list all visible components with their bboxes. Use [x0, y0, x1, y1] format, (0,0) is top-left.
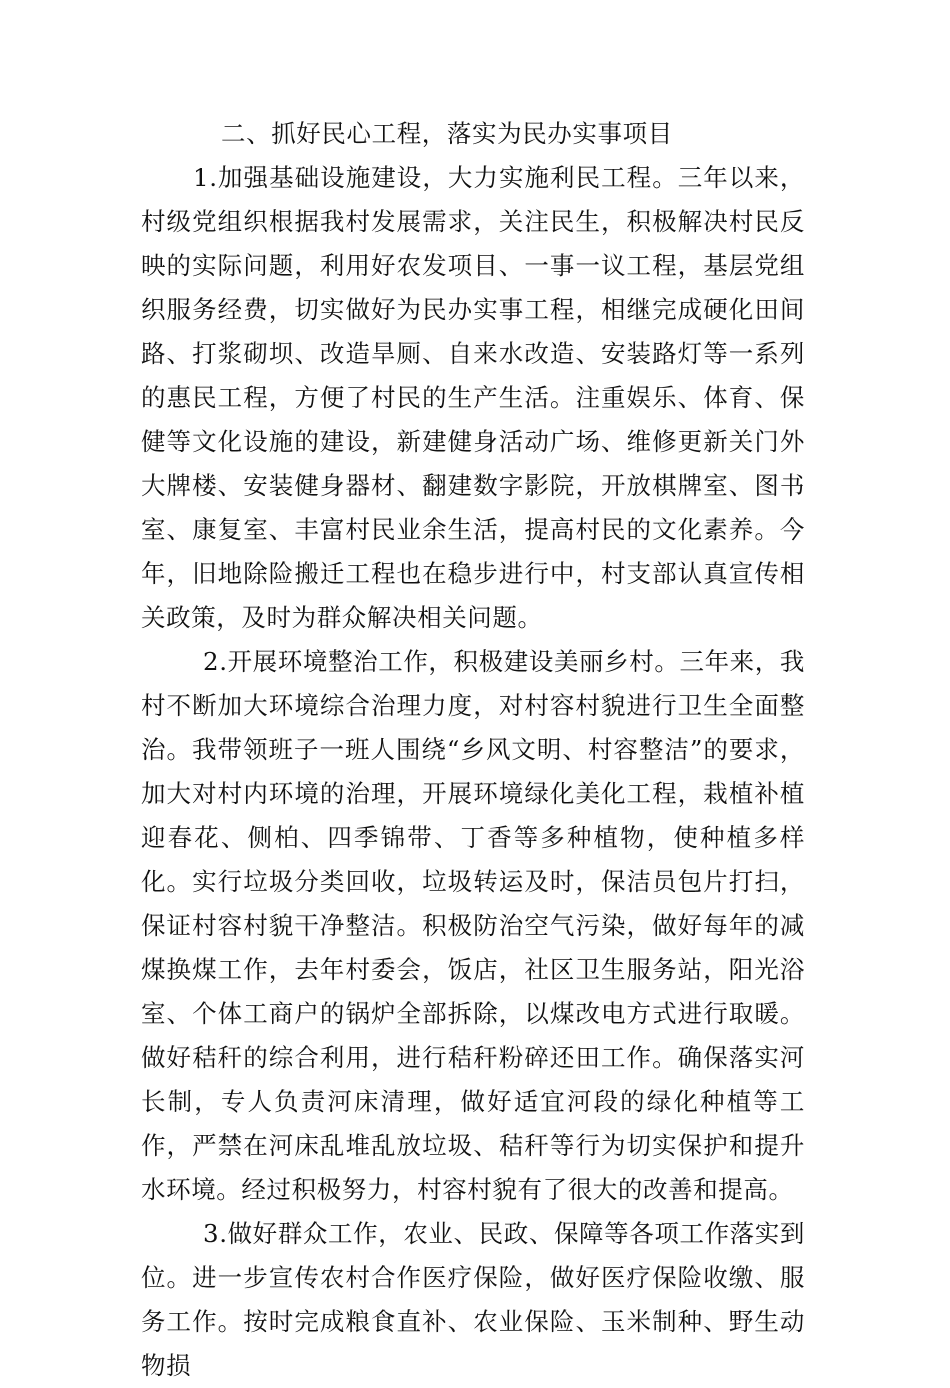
- section-heading: 二、抓好民心工程，落实为民办实事项目: [221, 119, 673, 148]
- paragraph-infrastructure: 1.加强基础设施建设，大力实施利民工程。三年以来，村级党组织根据我村发展需求，关注民生，积极解决村民反映的实际问题，利用好农发项目、一事一议工程，基层党组织服务经费，切实做好为民办实事工程，相继完成硬化田间路、打浆砌坝、改造旱厕、自来水改造、安装路灯等一系列的惠民工程，方便了村民的生产生活。注重娱乐、体育、保健等文化设施的建设，新建健身活动广场、维修更新关门外大牌楼、安装健身器材、翻建数字影院，开放棋牌室、图书室、康复室、丰富村民业余生活，提高村民的文化素养。今年，旧地除险搬迁工程也在稳步进行中，村支部认真宣传相关政策，及时为群众解决相关问题。: [141, 163, 805, 632]
- paragraph-public-work: 3.做好群众工作，农业、民政、保障等各项工作落实到位。进一步宣传农村合作医疗保险，做好医疗保险收缴、服务工作。按时完成粮食直补、农业保险、玉米制种、野生动物损: [141, 1219, 805, 1380]
- paragraph-environment: 2.开展环境整治工作，积极建设美丽乡村。三年来，我村不断加大环境综合治理力度，对村容村貌进行卫生全面整治。我带领班子一班人围绕“乡风文明、村容整洁”的要求，加大对村内环境的治理，开展环境绿化美化工程，栽植补植迎春花、侧柏、四季锦带、丁香等多种植物，使种植多样化。实行垃圾分类回收，垃圾转运及时，保洁员包片打扫，保证村容村貌干净整洁。积极防治空气污染，做好每年的减煤换煤工作，去年村委会，饭店，社区卫生服务站，阳光浴室、个体工商户的锅炉全部拆除，以煤改电方式进行取暖。做好秸秆的综合利用，进行秸秆粉碎还田工作。确保落实河长制，专人负责河床清理，做好适宜河段的绿化种植等工作，严禁在河床乱堆乱放垃圾、秸秆等行为切实保护和提升水环境。经过积极努力，村容村貌有了很大的改善和提高。: [141, 647, 805, 1204]
- document-body: [141, 112, 805, 1388]
